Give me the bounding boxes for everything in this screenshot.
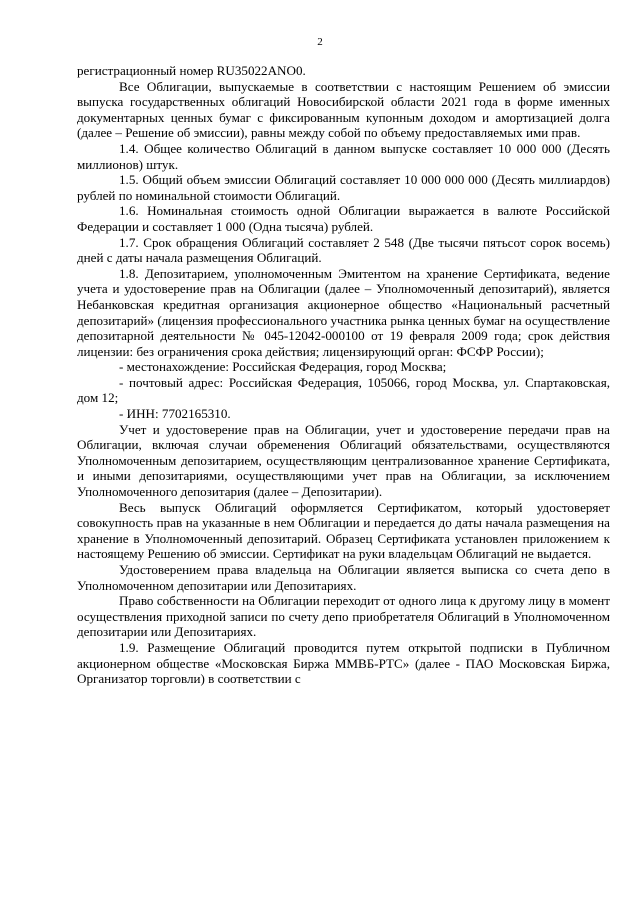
paragraph: 1.6. Номинальная стоимость одной Облигации выражается в валюте Российской Федерации и составляет 1 000 (Одна тысяча) рублей.	[77, 203, 610, 234]
paragraph: Весь выпуск Облигаций оформляется Сертификатом, который удостоверяет совокупность прав на указанные в нем Облигации и передается до даты начала размещения на хранение в Уполномоченный депозитарий. Образец Сертификата установлен приложением к настоящему Решению об эмиссии. Сертификат на руки владельцам Облигаций не выдается.	[77, 499, 610, 562]
paragraph: - местонахождение: Российская Федерация, город Москва;	[119, 359, 447, 375]
paragraph: Учет и удостоверение прав на Облигации, учет и удостоверение передачи прав на Облигации, включая случаи обременения Облигаций обязательствами, осуществляются Уполномоченным депозитарием, осуществляющим централизованное хранение Сертификата, и иными депозитариями, осуществляющими учет прав на Облигации, за исключением Уполномоченного депозитария (далее – Депозитарии).	[77, 421, 610, 500]
paragraph: 1.5. Общий объем эмиссии Облигаций составляет 10 000 000 000 (Десять миллиардов) рублей по номинальной стоимости Облигаций.	[77, 172, 610, 203]
paragraph: Все Облигации, выпускаемые в соответствии с настоящим Решением об эмиссии выпуска государственных облигаций Новосибирской области 2021 года в форме именных документарных ценных бумаг с фиксированным купонным доходом и амортизацией долга (далее – Решение об эмиссии), равны между собой по объему предоставляемых ими прав.	[77, 78, 610, 141]
paragraph: регистрационный номер RU35022ANO0.	[77, 63, 306, 78]
paragraph: 1.9. Размещение Облигаций проводится путем открытой подписки в Публичном акционерном обществе «Московская Биржа ММВБ-РТС» (далее - ПАО Московская Биржа, Организатор торговли) в соответствии с	[77, 639, 610, 687]
paragraph: - ИНН: 7702165310.	[119, 406, 231, 422]
paragraph: Удостоверением права владельца на Облигации является выписка со счета депо в Уполномоченном депозитарии или Депозитариях.	[77, 562, 610, 593]
page-number: 2	[317, 36, 323, 48]
paragraph: - почтовый адрес: Российская Федерация, 105066, город Москва, ул. Спартаковская, дом 12;	[77, 374, 610, 406]
paragraph: 1.8. Депозитарием, уполномоченным Эмитентом на хранение Сертификата, ведение учета и удостоверение прав на Облигации (далее – Уполномоченный депозитарий), является Небанковская кредитная организация акционерное общество «Национальный расчетный депозитарий» (лицензия профессионального участника рынка ценных бумаг на осуществление депозитарной деятельности № 045-12042-000100 от 19 февраля 2009 года; срок действия лицензии: без ограничения срока действия; лицензирующий орган: ФСФР России);	[77, 265, 610, 359]
document-body	[77, 63, 610, 687]
paragraph: 1.7. Срок обращения Облигаций составляет 2 548 (Две тысячи пятьсот сорок восемь) дней с даты начала размещения Облигаций.	[77, 234, 610, 266]
paragraph: 1.4. Общее количество Облигаций в данном выпуске составляет 10 000 000 (Десять миллионов) штук.	[77, 140, 610, 172]
paragraph: Право собственности на Облигации переходит от одного лица к другому лицу в момент осуществления приходной записи по счету депо приобретателя Облигаций в Уполномоченном депозитарии или Депозитариях.	[77, 593, 610, 640]
